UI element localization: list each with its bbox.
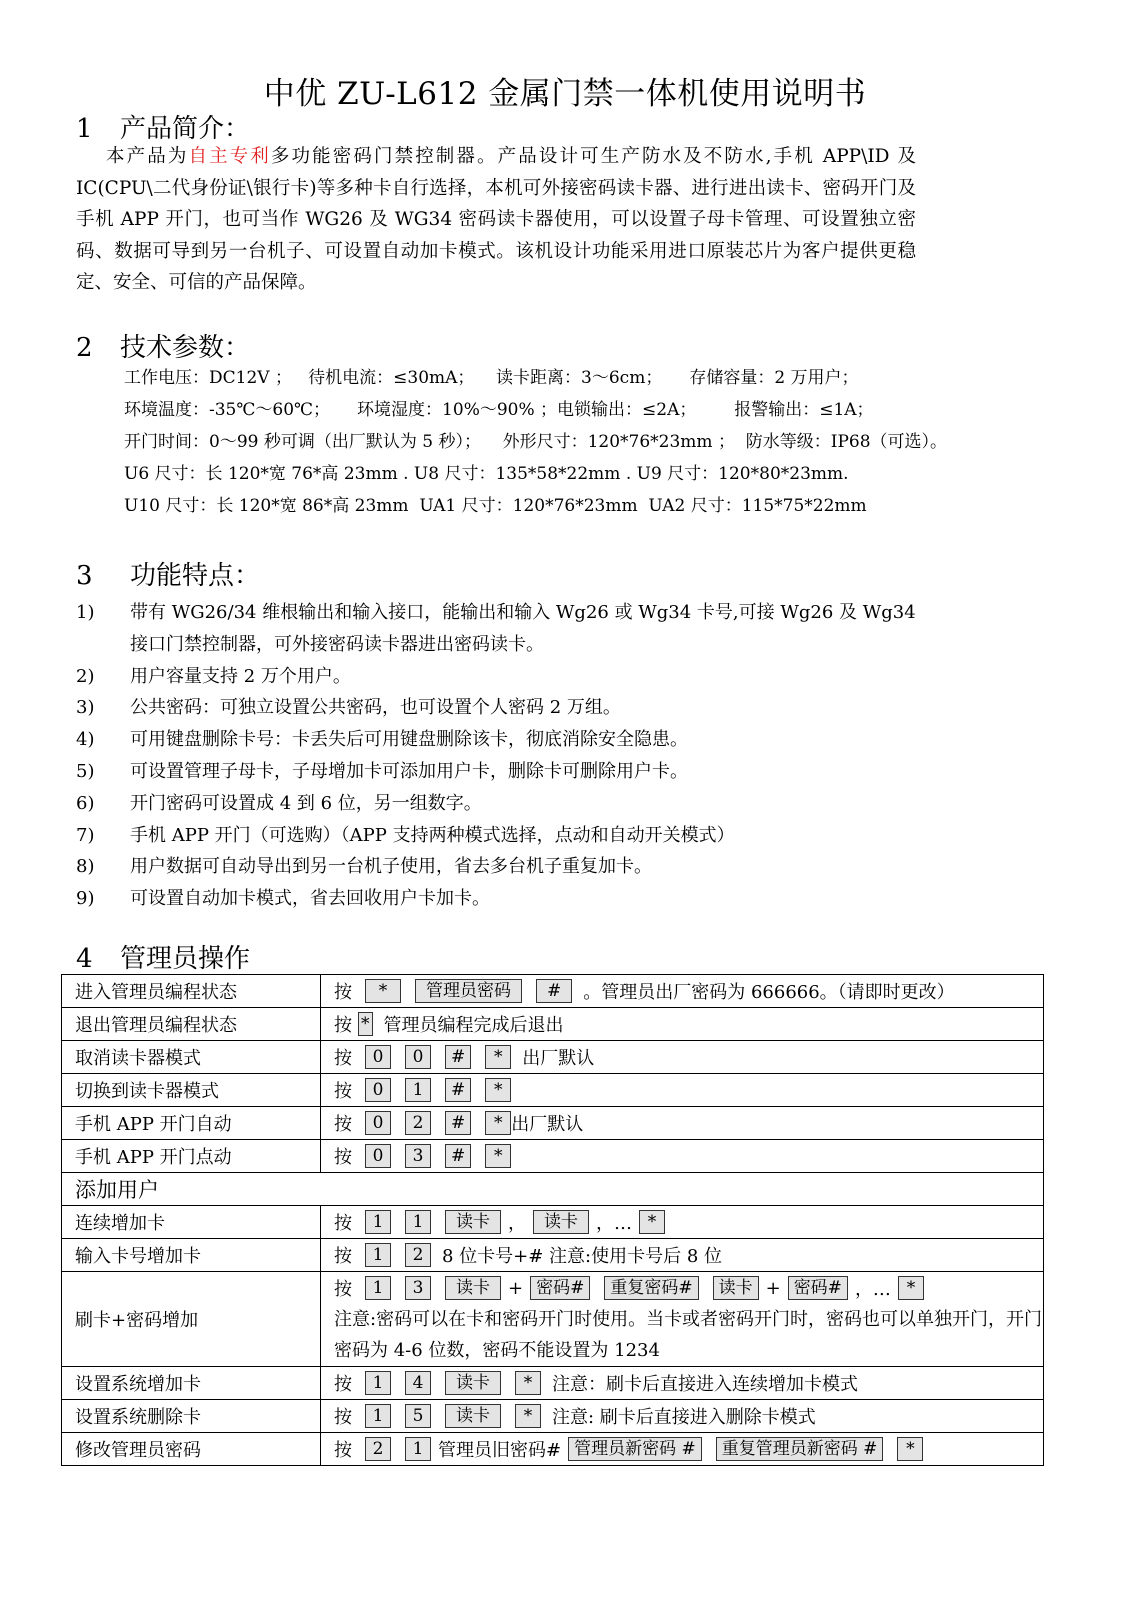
- item-text: 带有 WG26/34 维根输出和输入接口，能输出和输入 Wg26 或 Wg34 卡号,可接 Wg26 及 Wg34 接口门禁控制器，可外接密码读卡器进出密码读卡。: [130, 602, 916, 655]
- item-text: 可用键盘删除卡号：卡丢失后可用键盘删除该卡，彻底消除安全隐患。: [130, 729, 688, 751]
- item-number: 1): [76, 602, 95, 623]
- table-row: [62, 1272, 1044, 1367]
- list-item: [76, 724, 930, 756]
- step-note: 出厂默认: [522, 1048, 595, 1069]
- key-box: 读卡: [533, 1210, 589, 1234]
- item-number: 5): [76, 760, 95, 782]
- table-section-row: [62, 1173, 1044, 1206]
- table-section-title: 添加用户: [62, 1173, 1044, 1206]
- key-box: *: [485, 1144, 511, 1168]
- key-box: *: [365, 979, 401, 1003]
- item-number: 4): [76, 729, 95, 751]
- step-note: 出厂默认: [511, 1114, 584, 1135]
- section-3-heading: [76, 555, 260, 592]
- operation-steps: [321, 1206, 1044, 1239]
- item-number: 7): [76, 824, 95, 846]
- spec-line: 环境温度：-35℃～60℃； 环境湿度：10%～90% ；电锁输出：≤2A； 报警输出：≤1A；: [124, 400, 874, 420]
- operation-steps: [321, 1041, 1044, 1074]
- key-box: *: [485, 1078, 511, 1102]
- operation-steps: [321, 1367, 1044, 1400]
- key-box: 1: [365, 1210, 391, 1234]
- operation-label: 取消读卡器模式: [62, 1041, 321, 1074]
- operation-label: 设置系统增加卡: [62, 1367, 321, 1400]
- key-box: *: [639, 1210, 665, 1234]
- key-box: 读卡: [445, 1371, 501, 1395]
- step-note: 管理员编程完成后退出: [383, 1015, 564, 1036]
- key-box: #: [445, 1045, 471, 1069]
- key-box: 2: [405, 1111, 431, 1135]
- key-box: 3: [405, 1144, 431, 1168]
- key-box: 0: [405, 1045, 431, 1069]
- press-label: 按: [334, 1114, 352, 1135]
- table-row: [62, 975, 1044, 1008]
- key-box: 0: [365, 1045, 391, 1069]
- operation-label: 输入卡号增加卡: [62, 1239, 321, 1272]
- section-2-heading: [76, 327, 250, 364]
- key-box: *: [898, 1276, 924, 1300]
- operation-label: 手机 APP 开门点动: [62, 1140, 321, 1173]
- table-row: [62, 1107, 1044, 1140]
- section-title: 功能特点：: [130, 561, 261, 591]
- operation-label: 连续增加卡: [62, 1206, 321, 1239]
- key-box: *: [485, 1045, 511, 1069]
- item-text: 开门密码可设置成 4 到 6 位，另一组数字。: [130, 792, 482, 814]
- item-text: 可设置管理子母卡，子母增加卡可添加用户卡，删除卡可删除用户卡。: [130, 760, 688, 782]
- item-text: 用户容量支持 2 万个用户。: [130, 665, 351, 687]
- section-number: 3: [76, 561, 93, 591]
- key-box: 1: [365, 1276, 391, 1300]
- step-note: 注意：刷卡后直接进入连续增加卡模式: [552, 1374, 858, 1395]
- operation-steps: [321, 1239, 1044, 1272]
- list-item: [76, 788, 930, 820]
- separator: ，…: [596, 1213, 632, 1234]
- key-box: #: [536, 979, 572, 1003]
- key-box: 5: [405, 1404, 431, 1428]
- key-box: *: [897, 1437, 923, 1461]
- section-number: 2: [76, 333, 93, 363]
- feature-list: [76, 597, 930, 915]
- key-box: 3: [405, 1276, 431, 1300]
- operation-steps: [321, 1008, 1044, 1041]
- table-row: [62, 1008, 1044, 1041]
- table-row: [62, 1367, 1044, 1400]
- table-row: [62, 1400, 1044, 1433]
- section-1-heading: [76, 108, 250, 145]
- key-box: 读卡: [445, 1210, 501, 1234]
- key-box: 2: [365, 1437, 391, 1461]
- operation-steps: [321, 1074, 1044, 1107]
- key-box: 1: [365, 1371, 391, 1395]
- item-number: 8): [76, 856, 95, 878]
- table-row: [62, 1041, 1044, 1074]
- key-box: 4: [405, 1371, 431, 1395]
- item-text: 可设置自动加卡模式，省去回收用户卡加卡。: [130, 888, 490, 910]
- section-4-heading: [76, 938, 250, 975]
- key-box: 读卡: [713, 1276, 759, 1300]
- list-item: [76, 883, 930, 915]
- key-box: 0: [365, 1078, 391, 1102]
- key-box: 1: [365, 1404, 391, 1428]
- key-box: 0: [365, 1111, 391, 1135]
- spec-line: U10 尺寸：长 120*宽 86*高 23mm UA1 尺寸：120*76*23mm UA2 尺寸：115*75*22mm: [124, 496, 867, 516]
- step-note: 管理员旧密码#: [438, 1440, 562, 1461]
- operation-steps: [321, 1140, 1044, 1173]
- key-box: *: [485, 1111, 511, 1135]
- operation-steps: [321, 1107, 1044, 1140]
- operation-label: 设置系统删除卡: [62, 1400, 321, 1433]
- operation-label: 进入管理员编程状态: [62, 975, 321, 1008]
- table-row: [62, 1140, 1044, 1173]
- table-row: [62, 1239, 1044, 1272]
- key-box: 1: [405, 1210, 431, 1234]
- press-label: 按: [334, 1147, 352, 1168]
- item-number: 3): [76, 697, 95, 719]
- admin-operations-table: [61, 974, 1044, 1466]
- section-title: 产品简介：: [120, 114, 251, 144]
- key-box: #: [445, 1111, 471, 1135]
- table-row: [62, 1074, 1044, 1107]
- key-box: 读卡: [445, 1276, 501, 1300]
- list-item: [76, 692, 930, 724]
- key-box: 0: [365, 1144, 391, 1168]
- key-box: 管理员密码: [415, 979, 522, 1003]
- operation-label: 切换到读卡器模式: [62, 1074, 321, 1107]
- table-row: [62, 1206, 1044, 1239]
- spec-line: U6 尺寸：长 120*宽 76*高 23mm . U8 尺寸：135*58*22mm . U9 尺寸：120*80*23mm.: [124, 464, 849, 484]
- spec-line: 工作电压：DC12V ； 待机电流：≤30mA； 读卡距离：3～6cm； 存储容量：2 万用户；: [124, 368, 859, 388]
- press-label: 按: [334, 1048, 352, 1069]
- key-box: #: [445, 1078, 471, 1102]
- list-item: [76, 820, 930, 852]
- item-text: 用户数据可自动导出到另一台机子使用，省去多台机子重复加卡。: [130, 856, 652, 878]
- intro-pre: 本产品为: [106, 146, 189, 167]
- key-box: 密码#: [788, 1276, 848, 1300]
- key-box: *: [358, 1012, 373, 1036]
- key-box: 密码#: [530, 1276, 590, 1300]
- list-item: [76, 851, 930, 883]
- press-label: 按: [334, 1213, 352, 1234]
- step-note: 注意: 刷卡后直接进入删除卡模式: [552, 1407, 816, 1428]
- spec-list: [124, 362, 947, 522]
- section-title: 技术参数：: [120, 333, 251, 363]
- key-box: 1: [405, 1437, 431, 1461]
- key-box: #: [445, 1144, 471, 1168]
- document-title: 中优 ZU-L612 金属门禁一体机使用说明书: [263, 76, 867, 112]
- section-number: 1: [76, 114, 93, 144]
- intro-rest: 多功能密码门禁控制器。产品设计可生产防水及不防水,手机 APP\ID 及 IC(CPU\二代身份证\银行卡)等多种卡自行选择，本机可外接密码读卡器、进行进出读卡、密码开门及手机 APP 开门，也可当作 WG26 及 WG34 密码读卡器使用，可以设置子母卡管理、可设置独立密码、数据可导到另一台机子、可设置自动加卡模式。该机设计功能采用进口原装芯片为客户提供更稳定、安全、可信的产品保障。: [76, 146, 916, 293]
- item-text: 手机 APP 开门（可选购）（APP 支持两种模式选择，点动和自动开关模式）: [130, 824, 735, 846]
- press-label: 按: [334, 1081, 352, 1102]
- press-label: 按: [334, 982, 352, 1003]
- operation-label: 刷卡+密码增加: [62, 1272, 321, 1367]
- item-number: 9): [76, 888, 95, 910]
- operation-steps: [321, 975, 1044, 1008]
- intro-paragraph: [76, 141, 916, 299]
- item-number: 6): [76, 792, 95, 814]
- operation-steps: [321, 1400, 1044, 1433]
- step-note: 8 位卡号+# 注意:使用卡号后 8 位: [442, 1246, 723, 1267]
- step-note: 。管理员出厂密码为 666666。（请即时更改）: [583, 982, 955, 1003]
- key-box: *: [515, 1404, 541, 1428]
- separator: ，: [508, 1213, 526, 1234]
- spec-line: 开门时间：0～99 秒可调（出厂默认为 5 秒）； 外形尺寸：120*76*23mm ； 防水等级：IP68（可选）。: [124, 432, 948, 452]
- list-item: [76, 597, 930, 661]
- operation-label: 修改管理员密码: [62, 1433, 321, 1466]
- key-box: *: [515, 1371, 541, 1395]
- separator: ，…: [854, 1279, 891, 1300]
- item-number: 2): [76, 665, 95, 687]
- operation-steps: [321, 1433, 1044, 1466]
- press-label: 按: [334, 1374, 352, 1395]
- key-box: 2: [405, 1243, 431, 1267]
- separator: +: [765, 1277, 781, 1299]
- key-box: 1: [365, 1243, 391, 1267]
- press-label: 按: [334, 1246, 352, 1267]
- key-box: 重复密码#: [604, 1276, 698, 1300]
- operation-label: 退出管理员编程状态: [62, 1008, 321, 1041]
- section-number: 4: [76, 944, 93, 974]
- section-title: 管理员操作: [120, 944, 251, 974]
- intro-highlight: 自主专利: [188, 146, 271, 167]
- step-note: 注意:密码可以在卡和密码开门时使用。当卡或者密码开门时，密码也可以单独开门，开门密码为 4-6 位数，密码不能设置为 1234: [334, 1309, 1043, 1361]
- key-box: 重复管理员新密码 #: [716, 1437, 884, 1461]
- table-row: [62, 1433, 1044, 1466]
- item-text: 公共密码：可独立设置公共密码，也可设置个人密码 2 万组。: [130, 697, 621, 719]
- press-label: 按: [334, 1407, 352, 1428]
- press-label: 按: [334, 1279, 352, 1300]
- list-item: [76, 661, 930, 693]
- press-label: 按: [334, 1440, 352, 1461]
- key-box: 管理员新密码 #: [568, 1437, 702, 1461]
- key-box: 读卡: [445, 1404, 501, 1428]
- operation-steps: [321, 1272, 1044, 1367]
- key-box: 1: [405, 1078, 431, 1102]
- operation-label: 手机 APP 开门自动: [62, 1107, 321, 1140]
- separator: +: [508, 1277, 524, 1299]
- press-label: 按: [334, 1015, 352, 1036]
- list-item: [76, 756, 930, 788]
